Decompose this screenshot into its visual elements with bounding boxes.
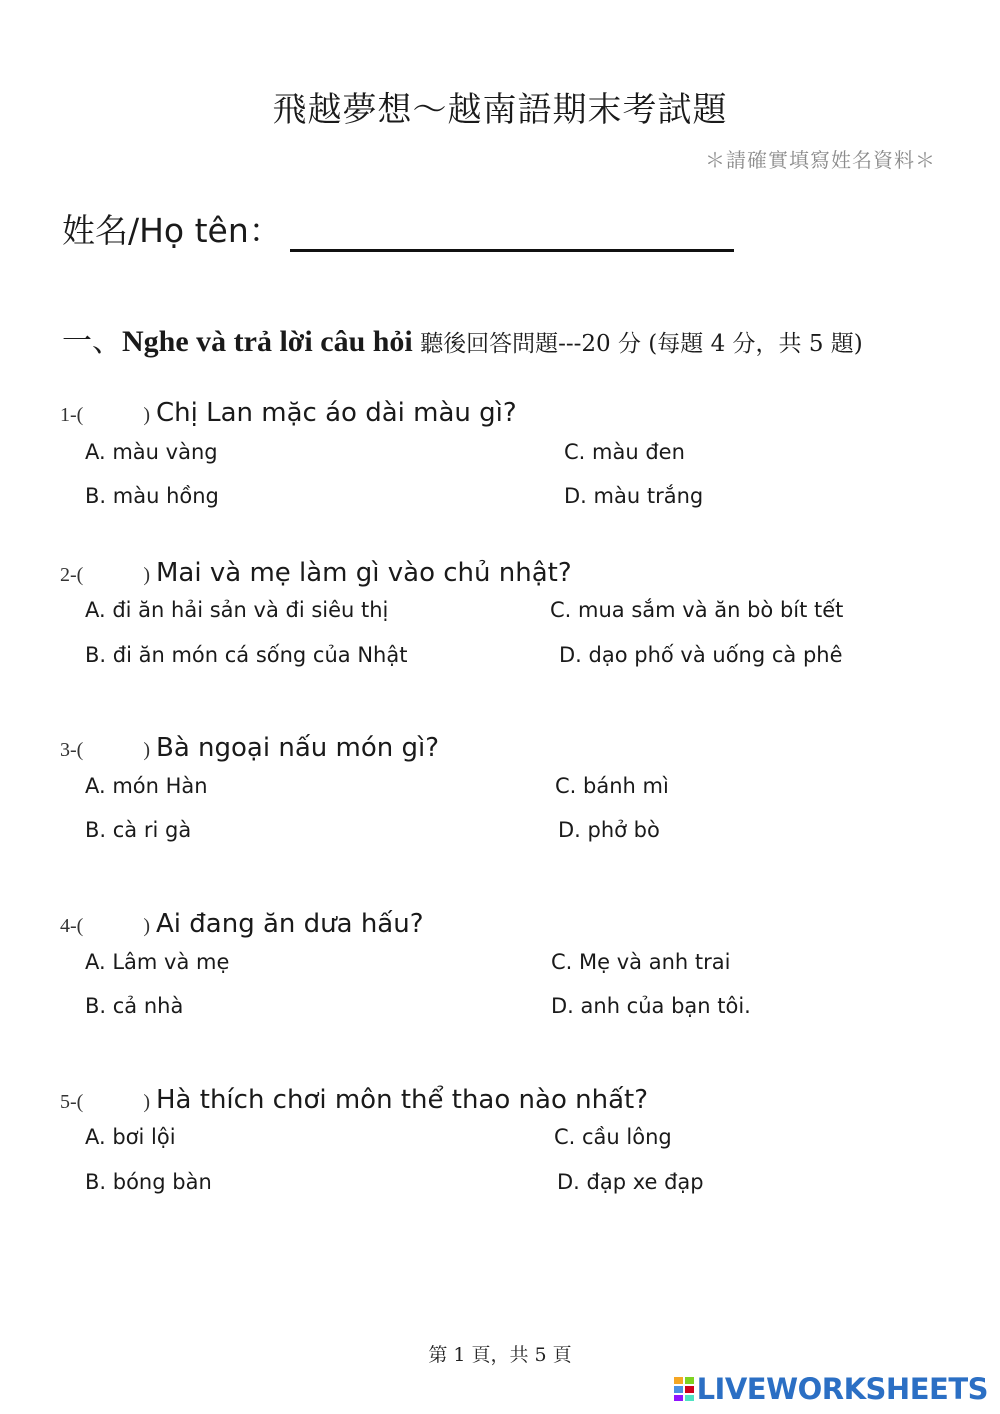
question-1 — [60, 398, 960, 428]
question-5 — [60, 1085, 960, 1115]
question-3 — [60, 733, 960, 763]
liveworksheets-brand — [673, 1372, 988, 1406]
option-a: A. đi ăn hải sản và đi siêu thị — [85, 598, 389, 622]
answer-paren-close: ) — [143, 739, 150, 761]
question-number: 1-( — [60, 404, 84, 426]
question-text: Ai đang ăn dưa hấu? — [156, 909, 424, 939]
question-text: Mai và mẹ làm gì vào chủ nhật? — [156, 558, 572, 588]
question-4 — [60, 909, 960, 939]
option-d: D. màu trắng — [564, 484, 704, 508]
option-b: B. bóng bàn — [85, 1170, 212, 1194]
option-c: C. bánh mì — [555, 774, 669, 798]
section-heading — [62, 316, 863, 360]
answer-paren-close: ) — [143, 404, 150, 426]
option-d: D. dạo phố và uống cà phê — [559, 643, 843, 667]
question-number: 5-( — [60, 1091, 84, 1113]
question-text: Bà ngoại nấu món gì? — [156, 733, 440, 763]
option-a: A. món Hàn — [85, 774, 208, 798]
question-text: Hà thích chơi môn thể thao nào nhất? — [156, 1085, 649, 1115]
question-number: 4-( — [60, 915, 84, 937]
option-b: B. đi ăn món cá sống của Nhật — [85, 643, 408, 667]
name-input-line[interactable] — [290, 207, 734, 252]
fill-name-note: ＊請確實填寫姓名資料＊ — [705, 148, 936, 172]
page-title: 飛越夢想～越南語期末考試題 — [272, 90, 728, 130]
option-b: B. cà ri gà — [85, 818, 192, 842]
option-d: D. đạp xe đạp — [557, 1170, 704, 1194]
section-title-zh: 聽後回答問題---20 分 (每題 4 分，共 5 題) — [412, 331, 863, 357]
option-b: B. màu hồng — [85, 484, 219, 508]
section-title-vi: Nghe và trả lời câu hỏi — [122, 325, 413, 358]
option-c: C. cầu lông — [554, 1125, 672, 1149]
name-field-row — [62, 205, 734, 252]
option-c: C. Mẹ và anh trai — [551, 950, 731, 974]
answer-paren-close: ) — [143, 915, 150, 937]
section-number: 一、 — [62, 324, 122, 359]
answer-paren-close: ) — [143, 1091, 150, 1113]
option-b: B. cả nhà — [85, 994, 184, 1018]
option-c: C. mua sắm và ăn bò bít tết — [550, 598, 844, 622]
answer-paren-close: ) — [143, 564, 150, 586]
option-a: A. màu vàng — [85, 440, 218, 464]
question-text: Chị Lan mặc áo dài màu gì? — [156, 398, 517, 428]
question-number: 2-( — [60, 564, 84, 586]
option-a: A. Lâm và mẹ — [85, 950, 230, 974]
option-c: C. màu đen — [564, 440, 685, 464]
name-label: 姓名/Họ tên： — [62, 211, 282, 250]
option-a: A. bơi lội — [85, 1125, 176, 1149]
question-number: 3-( — [60, 739, 84, 761]
question-2 — [60, 558, 960, 588]
page-number: 第 1 頁，共 5 頁 — [428, 1344, 572, 1366]
liveworksheets-logo-icon — [673, 1376, 695, 1402]
liveworksheets-wordmark: LIVEWORKSHEETS — [696, 1372, 988, 1406]
option-d: D. phở bò — [558, 818, 660, 842]
option-d: D. anh của bạn tôi. — [551, 994, 751, 1018]
